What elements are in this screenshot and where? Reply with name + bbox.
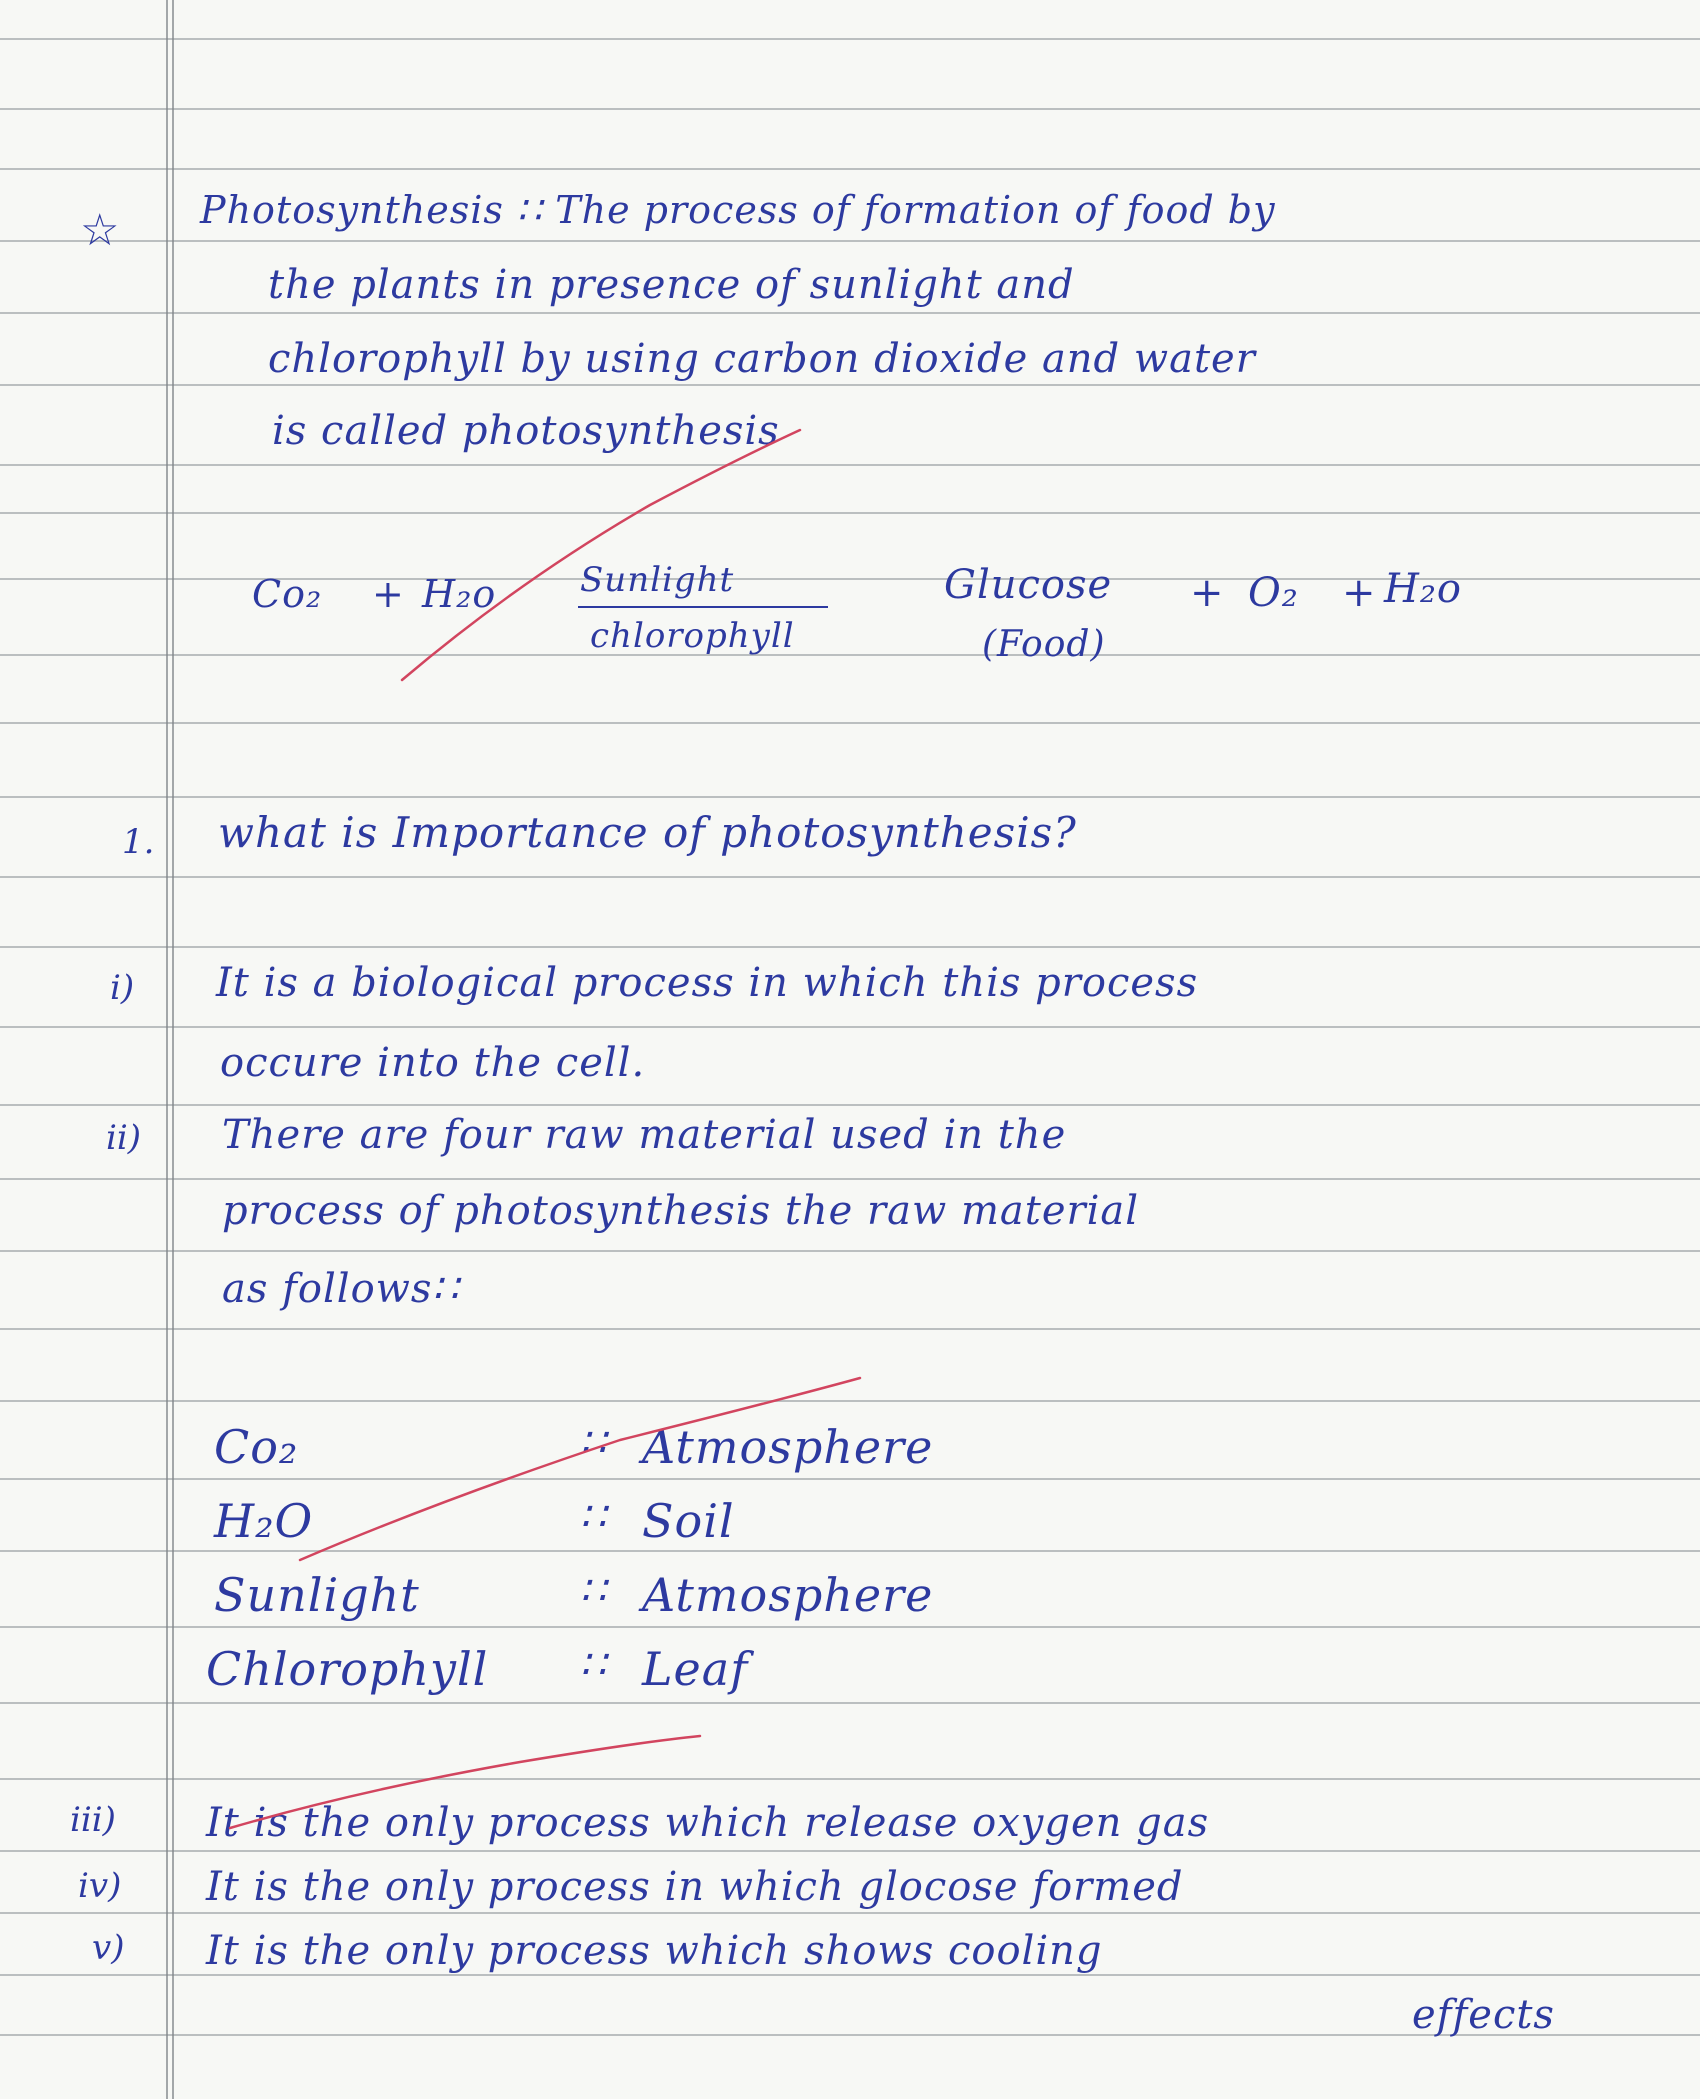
- ruled-line: [0, 876, 1700, 878]
- ruled-line: [0, 1550, 1700, 1552]
- material-name-sunlight: Sunlight: [214, 1568, 420, 1622]
- ruled-line: [0, 108, 1700, 110]
- definition-line-1: [200, 188, 1276, 232]
- point-iv-text: It is the only process in which glocose formed: [206, 1864, 1184, 1910]
- point-marker-i: i): [110, 968, 135, 1008]
- equation-product-o2: O₂: [1248, 570, 1299, 616]
- equation-plus-1: +: [372, 572, 405, 616]
- definition-line-2: the plants in presence of sunlight and: [268, 262, 1075, 308]
- equation-plus-2: +: [1190, 570, 1225, 616]
- ruled-line: [0, 1850, 1700, 1852]
- star-icon: ☆: [80, 205, 120, 256]
- material-name-co2: Co₂: [214, 1420, 299, 1474]
- point-v-continuation: effects: [1412, 1992, 1555, 2038]
- ruled-line: [0, 1778, 1700, 1780]
- ruled-line: [0, 796, 1700, 798]
- equation-product-h2o: H₂o: [1384, 566, 1462, 612]
- ruled-line: [0, 1104, 1700, 1106]
- equation-condition-sunlight: Sunlight: [580, 560, 735, 600]
- ruled-line: [0, 464, 1700, 466]
- point-ii-line-3: as follows∷: [222, 1266, 459, 1312]
- equation-product-note: (Food): [982, 624, 1106, 665]
- ruled-line: [0, 1328, 1700, 1330]
- ruled-line: [0, 946, 1700, 948]
- ruled-line: [0, 384, 1700, 386]
- point-i-line-2: occure into the cell.: [220, 1040, 646, 1086]
- point-marker-iv: iv): [78, 1866, 122, 1906]
- ruled-line: [0, 1250, 1700, 1252]
- margin-line: [172, 0, 174, 2099]
- point-ii-line-2: process of photosynthesis the raw material: [222, 1188, 1140, 1234]
- ruled-line: [0, 654, 1700, 656]
- ruled-line: [0, 1400, 1700, 1402]
- material-source-soil: Soil: [642, 1494, 735, 1548]
- ruled-line: [0, 722, 1700, 724]
- material-separator: ∷: [580, 1642, 607, 1688]
- ruled-line: [0, 1178, 1700, 1180]
- material-source-atmosphere: Atmosphere: [642, 1420, 934, 1474]
- ruled-line: [0, 1912, 1700, 1914]
- equation-product-glucose: Glucose: [944, 562, 1113, 608]
- definition-text-1: The process of formation of food by: [555, 188, 1276, 232]
- point-marker-ii: ii): [106, 1118, 142, 1158]
- material-separator: ∷: [580, 1568, 607, 1614]
- material-name-chlorophyll: Chlorophyll: [206, 1642, 489, 1696]
- ruled-line: [0, 38, 1700, 40]
- ruled-line: [0, 1626, 1700, 1628]
- equation-reactant-h2o: H₂o: [422, 572, 497, 616]
- ruled-line: [0, 1026, 1700, 1028]
- material-source-leaf: Leaf: [642, 1642, 749, 1696]
- term-separator: ∷: [517, 188, 543, 232]
- definition-line-4: is called photosynthesis: [272, 408, 780, 454]
- material-source-atmosphere: Atmosphere: [642, 1568, 934, 1622]
- point-marker-v: v): [92, 1928, 125, 1968]
- point-i-line-1: It is a biological process in which this process: [216, 960, 1199, 1006]
- point-v-text: It is the only process which shows cooling: [206, 1928, 1103, 1974]
- question-text: what is Importance of photosynthesis?: [218, 808, 1077, 857]
- ruled-line: [0, 512, 1700, 514]
- point-ii-line-1: There are four raw material used in the: [222, 1112, 1067, 1158]
- equation-plus-3: +: [1342, 570, 1377, 616]
- point-marker-iii: iii): [70, 1800, 116, 1840]
- ruled-line: [0, 168, 1700, 170]
- ruled-line: [0, 240, 1700, 242]
- material-separator: ∷: [580, 1494, 607, 1540]
- term-photosynthesis: Photosynthesis: [200, 188, 504, 232]
- equation-arrow: [578, 606, 828, 608]
- question-number: 1.: [122, 822, 155, 862]
- material-name-h2o: H₂O: [214, 1494, 314, 1548]
- ruled-line: [0, 1702, 1700, 1704]
- ruled-line: [0, 1478, 1700, 1480]
- ruled-line: [0, 312, 1700, 314]
- point-iii-text: It is the only process which release oxygen gas: [206, 1800, 1210, 1846]
- ruled-line: [0, 1974, 1700, 1976]
- material-separator: ∷: [580, 1420, 607, 1466]
- definition-line-3: chlorophyll by using carbon dioxide and water: [268, 336, 1256, 382]
- equation-condition-chlorophyll: chlorophyll: [590, 616, 795, 656]
- equation-reactant-co2: Co₂: [252, 572, 323, 616]
- margin-line: [166, 0, 168, 2099]
